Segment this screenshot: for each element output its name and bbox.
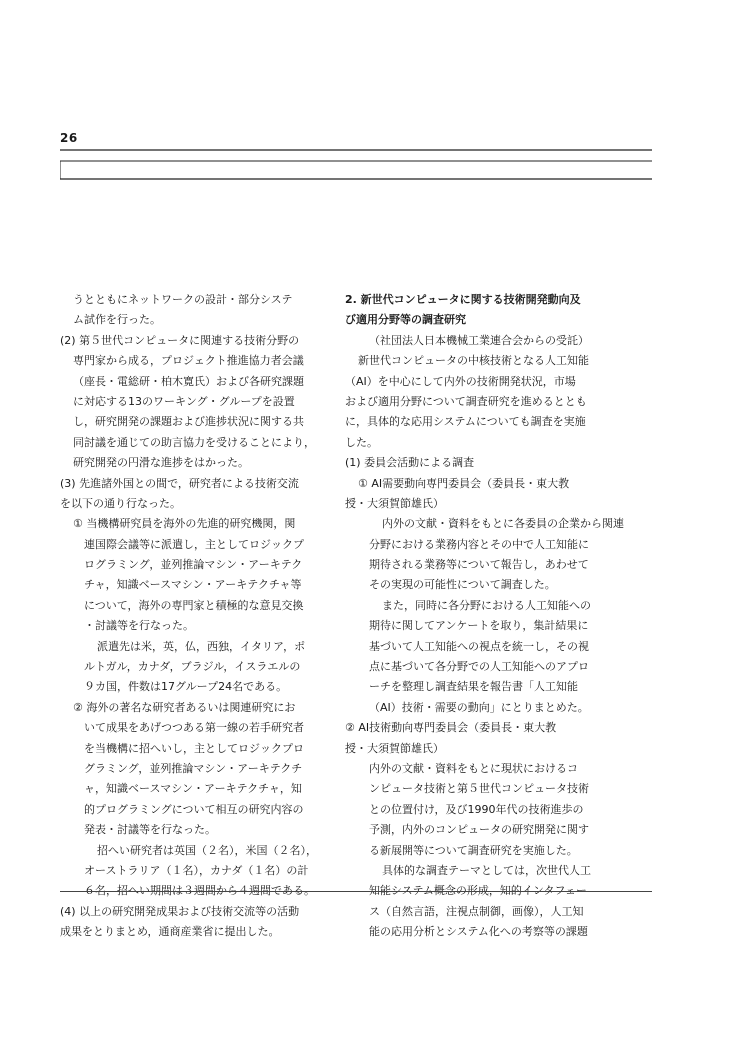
text-line: 連国際会議等に派遣し，主としてロジックプ xyxy=(84,537,304,551)
text-line: 的プログラミングについて相互の研究内容の xyxy=(84,802,304,816)
text-line: （AI）を中心にして内外の技術開発状況，市場 xyxy=(345,374,576,388)
right-column xyxy=(345,290,624,943)
text-line: 発表・討議等を行なった。 xyxy=(84,823,216,837)
text-line: を以下の通り行なった。 xyxy=(60,496,181,510)
header-rule-band xyxy=(60,149,652,181)
text-line: 分野における業務内容とその中で人工知能に xyxy=(369,537,589,551)
text-line: ーチを整理し調査結果を報告書「人工知能 xyxy=(369,680,578,694)
text-line: ム試作を行った。 xyxy=(73,313,161,327)
left-column xyxy=(60,290,332,943)
text-line: 招へい研究者は英国（２名），米国（２名）， xyxy=(97,843,317,857)
circled-item-2: ② 海外の著名な研究者あるいは関連研究にお xyxy=(73,700,296,714)
section-heading: 2. 新世代コンピュータに関する技術開発動向及 xyxy=(345,293,581,306)
bottom-rule xyxy=(60,891,652,892)
text-line: （座長・電総研・柏木寛氏）および各研究課題 xyxy=(73,374,304,388)
numbered-item-1: (1) 委員会活動による調査 xyxy=(345,456,475,470)
section-subheading: （社団法人日本機械工業連合会からの受託） xyxy=(369,333,589,347)
numbered-item-4: (4) 以上の研究開発成果および技術交流等の活動 xyxy=(60,904,300,918)
text-line: 予測，内外のコンピュータの研究開発に関す xyxy=(369,823,589,837)
text-line: 成果をとりまとめ，通商産業省に提出した。 xyxy=(60,925,280,939)
text-line: 同討議を通じての助言協力を受けることにより， xyxy=(73,435,315,449)
text-line: 授・大須賀節雄氏） xyxy=(345,496,444,510)
text-line: ログラミング，並列推論マシン・アーキテク xyxy=(84,558,303,572)
text-line: 能の応用分析とシステム化への考察等の課題 xyxy=(369,925,588,939)
text-line: オーストラリア（１名），カナダ（１名）の計 xyxy=(84,863,309,877)
text-line: 派遣先は米，英，仏，西独，イタリア，ポ xyxy=(97,639,306,653)
text-line: した。 xyxy=(345,435,378,449)
text-line: との位置付け，及び1990年代の技術進歩の xyxy=(369,802,584,816)
text-line: （AI）技術・需要の動向」にとりまとめた。 xyxy=(369,700,589,714)
text-line: グラミング，並列推論マシン・アーキテクチ xyxy=(84,761,303,775)
text-line: 具体的な調査テーマとしては，次世代人工 xyxy=(382,863,591,877)
text-line: 専門家から成る，プロジェクト推進協力者会議 xyxy=(73,354,304,368)
text-line: いて成果をあげつつある第一線の若手研究者 xyxy=(84,721,304,735)
text-line: チャ，知識ベースマシン・アーキテクチャ等 xyxy=(84,578,302,592)
page-number: 26 xyxy=(60,131,78,145)
text-line: る新展開等について調査研究を実施した。 xyxy=(369,843,578,857)
circled-item-2: ② AI技術動向専門委員会（委員長・東大教 xyxy=(345,721,557,735)
text-line: ９カ国，件数は17グループ24名である。 xyxy=(84,680,288,694)
text-line: 期待される業務等について報告し，あわせて xyxy=(369,558,589,572)
circled-item-1: ① AI需要動向専門委員会（委員長・東大教 xyxy=(358,476,570,490)
text-line: に対応する13のワーキング・グループを設置 xyxy=(73,394,295,408)
text-line: 点に基づいて各分野での人工知能へのアプロ xyxy=(369,660,589,674)
text-line: 研究開発の円滑な進捗をはかった。 xyxy=(73,456,249,470)
text-line: ス（自然言語，注視点制御，画像），人工知 xyxy=(369,904,584,918)
text-line: 新世代コンピュータの中核技術となる人工知能 xyxy=(358,354,589,368)
numbered-item-2: (2) 第５世代コンピュータに関連する技術分野の xyxy=(60,333,300,347)
text-line: 基づいて人工知能への視点を統一し，その視 xyxy=(369,639,589,653)
text-line: また，同時に各分野における人工知能への xyxy=(382,598,591,612)
text-line: ャ，知識ベースマシン・アーキテクチャ，知 xyxy=(84,782,302,796)
text-line: を当機構に招へいし，主としてロジックプロ xyxy=(84,741,304,755)
text-line: うとともにネットワークの設計・部分システ xyxy=(73,293,293,306)
text-line: 知能システム概念の形成，知的インタフェー xyxy=(369,884,587,898)
text-line: ６名，招へい期間は３週間から４週間である。 xyxy=(84,884,315,898)
text-line: 内外の文献・資料をもとに各委員の企業から関連 xyxy=(382,517,624,531)
text-line: ルトガル，カナダ，ブラジル，イスラエルの xyxy=(84,660,301,674)
section-heading: び適用分野等の調査研究 xyxy=(345,313,466,327)
text-line: 授・大須賀節雄氏） xyxy=(345,741,444,755)
text-line: ンピュータ技術と第５世代コンピュータ技術 xyxy=(369,782,589,796)
text-line: 内外の文献・資料をもとに現状におけるコ xyxy=(369,761,578,775)
text-line: に，具体的な応用システムについても調査を実施 xyxy=(345,415,586,429)
text-line: その実現の可能性について調査した。 xyxy=(369,578,556,592)
circled-item-1: ① 当機構研究員を海外の先進的研究機関，関 xyxy=(73,517,296,531)
numbered-item-3: (3) 先進諸外国との間で，研究者による技術交流 xyxy=(60,476,299,490)
text-line: および適用分野について調査研究を進めるととも xyxy=(345,394,587,408)
text-line: 期待に関してアンケートを取り，集計結果に xyxy=(369,619,589,633)
text-line: について，海外の専門家と積極的な意見交換 xyxy=(84,598,304,612)
text-line: し，研究開発の課題および進捗状況に関する共 xyxy=(73,415,304,429)
text-line: ・討議等を行なった。 xyxy=(84,619,194,633)
